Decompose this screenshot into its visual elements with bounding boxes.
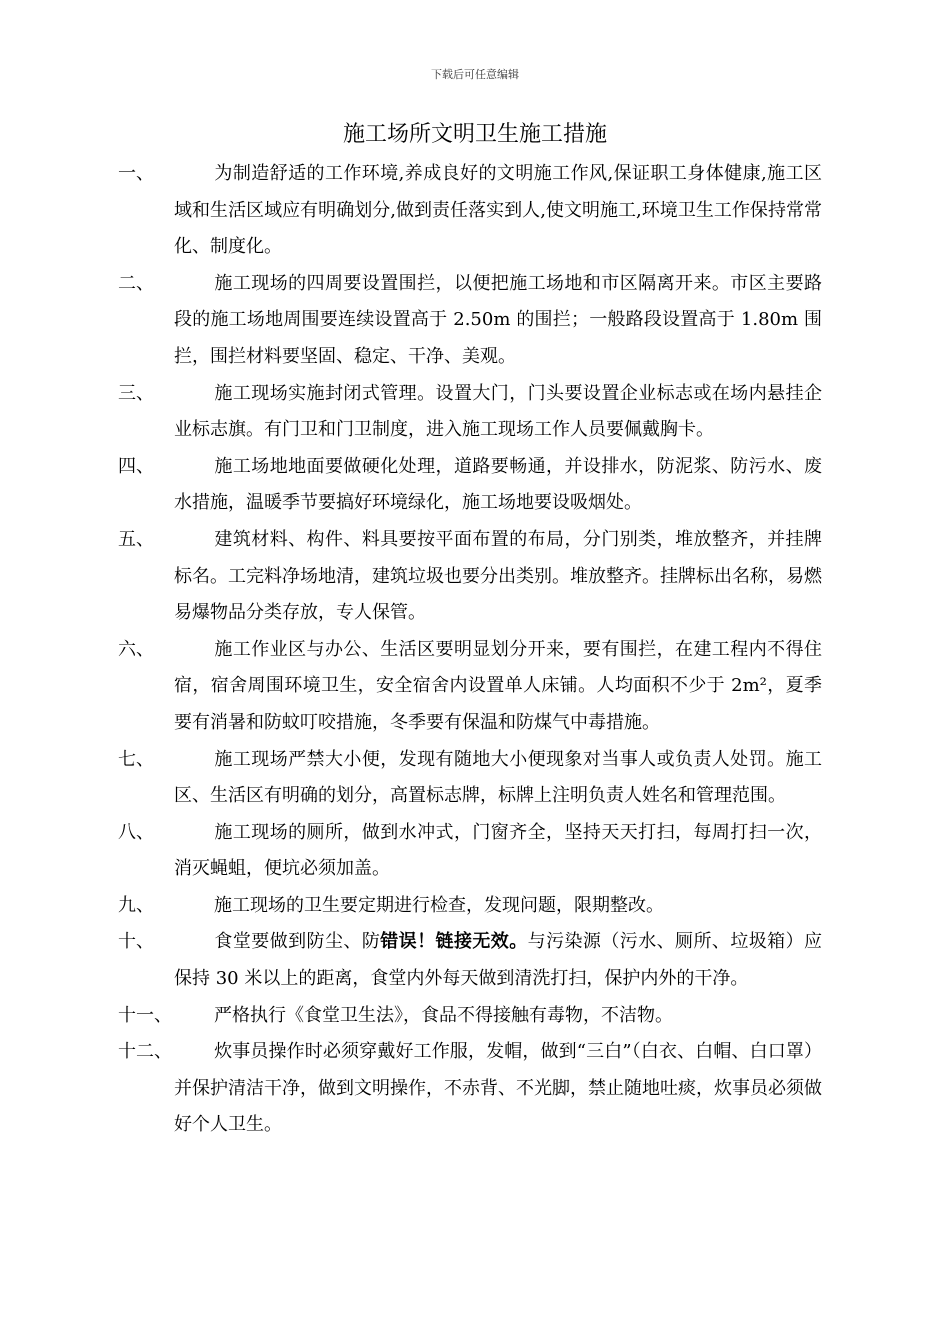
item-text: 施工场地地面要做硬化处理，道路要畅通，并设排水，防泥浆、防污水、废水措施，温暖季节要搞好环境绿化，施工场地要设吸烟处。 [174,455,822,514]
item-text: 施工作业区与办公、生活区要明显划分开来，要有围拦，在建工程内不得住宿，宿舍周围环境卫生，安全宿舍内设置单人床铺。人均面积不少于 2m²，夏季要有消暑和防蚊叮咬措施，冬季要有保温和防煤气中毒措施。 [174,638,822,733]
item-text: 施工现场实施封闭式管理。设置大门，门头要设置企业标志或在场内悬挂企业标志旗。有门卫和门卫制度，进入施工现场工作人员要佩戴胸卡。 [174,382,822,441]
list-item-4 [118,449,822,522]
item-number: 十二、 [118,1041,172,1063]
page-header: 下载后可任意编辑 [431,68,519,81]
item-text: 施工现场严禁大小便，发现有随地大小便现象对当事人或负责人处罚。施工区、生活区有明确的划分，高置标志牌，标牌上注明负责人姓名和管理范围。 [174,748,822,807]
item-text: 为制造舒适的工作环境,养成良好的文明施工作风,保证职工身体健康,施工区域和生活区域应有明确划分,做到责任落实到人,使文明施工,环境卫生工作保持常常化、制度化。 [174,163,822,258]
list-item-3 [118,376,822,449]
item-text: 建筑材料、构件、料具要按平面布置的布局，分门别类，堆放整齐，并挂牌标名。工完料净场地清，建筑垃圾也要分出类别。堆放整齐。挂牌标出名称，易燃易爆物品分类存放，专人保管。 [174,528,822,624]
item-number: 六、 [118,638,154,660]
item-text: 施工现场的卫生要定期进行检查，发现问题，限期整改。 [214,894,664,916]
list-item-10 [118,924,823,997]
item-number: 五、 [118,528,154,550]
item-number: 十一、 [118,1004,172,1026]
item-text: 炊事员操作时必须穿戴好工作服，发帽，做到“三白”（白衣、白帽、白口罩）并保护清洁干净，做到文明操作，不赤背、不光脚，禁止随地吐痰，炊事员必须做好个人卫生。 [174,1041,822,1136]
list-item-8 [118,815,822,888]
list-item-9 [118,888,822,925]
item-number: 十、 [118,931,154,953]
list-item-11 [118,998,822,1035]
item-number: 八、 [118,821,154,843]
list-item-1 [118,156,822,266]
document-title: 施工场所文明卫生施工措施 [342,122,607,147]
item-number: 四、 [118,455,154,477]
item-number: 七、 [118,748,154,770]
item-text: 与污染源（污水、厕所、垃圾箱）应保持 30 米以上的距离，食堂内外每天做到清洗打扫，保护内外的干净。 [174,931,823,990]
list-item-7 [118,742,822,815]
item-text: 施工现场的四周要设置围拦，以便把施工场地和市区隔离开来。市区主要路段的施工场地周围要连续设置高于 2.50m 的围拦；一般路段设置高于 1.80m 围拦，围拦材料要坚固、稳定、干净、美观。 [174,272,822,367]
list-item-5 [118,522,822,632]
measures-list [118,156,823,1144]
item-text: 施工现场的厕所，做到水冲式，门窗齐全，坚持天天打扫，每周打扫一次，消灭蝇蛆，便坑必须加盖。 [174,821,822,880]
item-number: 二、 [118,272,154,294]
list-item-12 [118,1034,822,1144]
item-number: 九、 [118,894,154,916]
item-text: 严格执行《食堂卫生法》，食品不得接触有毒物，不洁物。 [214,1004,673,1026]
list-item-2 [118,266,822,376]
list-item-6 [118,632,822,742]
item-text: 食堂要做到防尘、防 [214,931,381,953]
broken-link-error: 错误！链接无效。 [380,931,528,953]
item-number: 一、 [118,163,154,184]
item-number: 三、 [118,382,154,404]
